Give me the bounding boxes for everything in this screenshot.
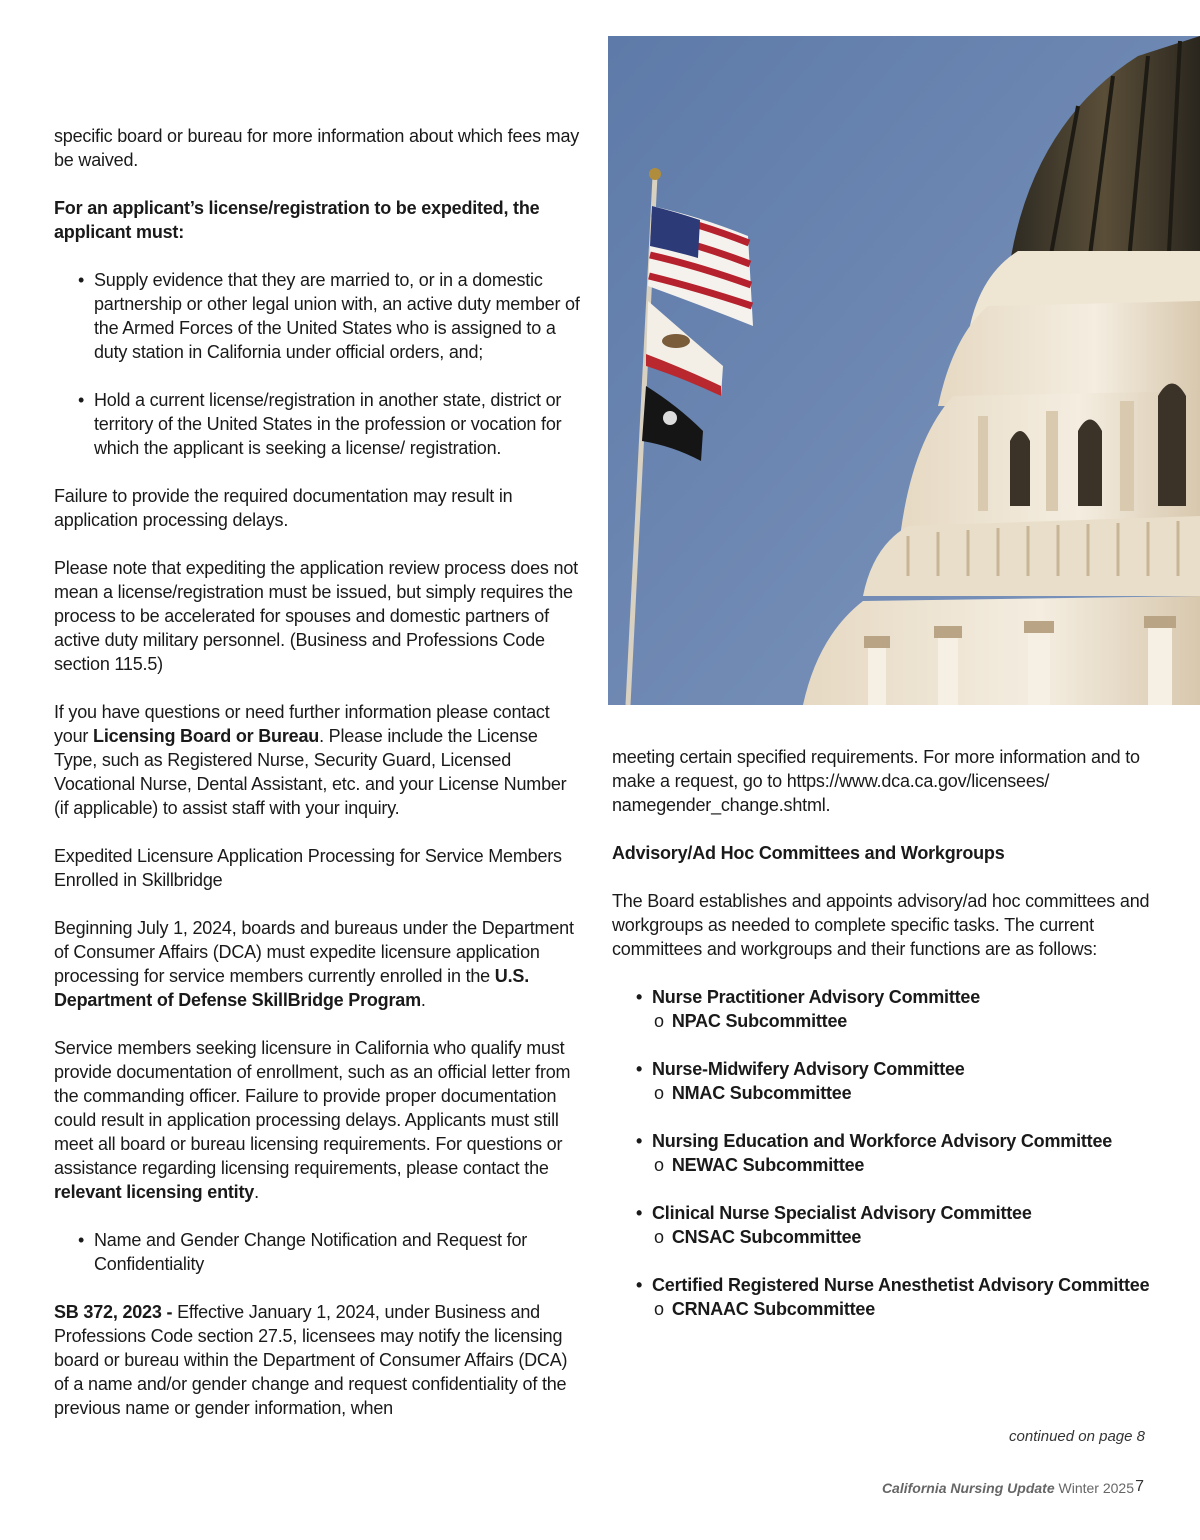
subcommittee-item: o NMAC Subcommittee <box>654 1083 852 1103</box>
capitol-dome-photo <box>608 36 1200 705</box>
skillbridge-title: Expedited Licensure Application Processing for Service Members Enrolled in Skillbridge <box>54 846 562 890</box>
page-number: 7 <box>1135 1478 1144 1495</box>
continued-note: continued on page 8 <box>1009 1428 1145 1445</box>
issue-label: Winter 2025 <box>1054 1480 1134 1496</box>
subcommittee-item: o CNSAC Subcommittee <box>654 1227 862 1247</box>
list-item: • Certified Registered Nurse Anesthetist Advisory Committee o CRNAAC Subcommittee <box>612 1273 1157 1321</box>
note-paragraph: Please note that expediting the application review process does not mean a license/registration must be issued, but simply requires the process to be accelerated for spouses and domestic partners of active duty military personnel. (Business and Professions Code section 115.5) <box>54 558 578 674</box>
left-column <box>54 124 584 1444</box>
subcommittee-item: o NEWAC Subcommittee <box>654 1155 865 1175</box>
name-change-list <box>54 1228 584 1276</box>
expedite-heading: For an applicant’s license/registration to be expedited, the applicant must: <box>54 198 540 242</box>
failure-paragraph: Failure to provide the required documentation may result in application processing delays. <box>54 486 513 530</box>
subcommittee-item: o CRNAAC Subcommittee <box>654 1299 876 1319</box>
fees-paragraph: specific board or bureau for more information about which fees may be waived. <box>54 126 580 170</box>
requirements-list <box>54 268 584 460</box>
list-item: • Nurse Practitioner Advisory Committee o NPAC Subcommittee <box>612 985 1157 1033</box>
licensing-entity-link[interactable]: relevant licensing entity <box>54 1182 255 1202</box>
committees-list <box>612 985 1157 1321</box>
page-footer <box>882 1480 1134 1496</box>
skillbridge-paragraph: Beginning July 1, 2024, boards and bureaus under the Department of Consumer Affairs (DCA) must expedite licensure application processing for service members currently enrolled in the U.S. Department of Defense SkillBridge Program. <box>54 918 574 1010</box>
publication-title: California Nursing Update <box>881 1480 1055 1496</box>
contact-paragraph: If you have questions or need further information please contact your Licensing Board or Bureau. Please include the License Type, such as Registered Nurse, Security Guard, Licensed Vocational Nurse, Dental Assistant, etc. and your License Number (if applicable) to assist staff with your inquiry. <box>54 702 567 818</box>
list-item: • Name and Gender Change Notification and Request for Confidentiality <box>54 1228 584 1276</box>
list-item: • Hold a current license/registration in another state, district or territory of the United States in the profession or vocation for which the applicant is seeking a license/ registration. <box>54 388 584 460</box>
right-column <box>612 745 1157 1345</box>
service-members-paragraph: Service members seeking licensure in California who qualify must provide documentation of enrollment, such as an official letter from the commanding officer. Failure to provide proper documentation could result in application processing delays. Applicants must still meet all board or bureau licensing requirements. For questions or assistance regarding licensing requirements, please contact the relevant licensing entity. <box>54 1038 571 1202</box>
name-change-continued-paragraph: meeting certain specified requirements. For more information and to make a request, go to https://www.dca.ca.gov/licensees/ namegender_change.shtml. <box>612 747 1140 815</box>
committees-intro: The Board establishes and appoints advisory/ad hoc committees and workgroups as needed to complete specific tasks. The current committees and workgroups and their functions are as follows: <box>612 891 1150 959</box>
committees-heading: Advisory/Ad Hoc Committees and Workgroups <box>612 843 1005 863</box>
list-item: • Clinical Nurse Specialist Advisory Committee o CNSAC Subcommittee <box>612 1201 1157 1249</box>
licensing-board-link[interactable]: Licensing Board or Bureau <box>93 726 320 746</box>
list-item: • Supply evidence that they are married to, or in a domestic partnership or other legal union with, an active duty member of the Armed Forces of the United States who is assigned to a duty station in California under official orders, and; <box>54 268 584 364</box>
list-item: • Nursing Education and Workforce Advisory Committee o NEWAC Subcommittee <box>612 1129 1157 1177</box>
subcommittee-item: o NPAC Subcommittee <box>654 1011 848 1031</box>
skillbridge-program-link[interactable]: U.S. Department of Defense SkillBridge Program <box>54 966 530 1010</box>
sb372-paragraph: SB 372, 2023 - Effective January 1, 2024, under Business and Professions Code section 27.5, licensees may notify the licensing board or bureau within the Department of Consumer Affairs (DCA) of a name and/or gender change and request confidentiality of the previous name or gender information, when <box>54 1302 568 1418</box>
list-item: • Nurse-Midwifery Advisory Committee o NMAC Subcommittee <box>612 1057 1157 1105</box>
